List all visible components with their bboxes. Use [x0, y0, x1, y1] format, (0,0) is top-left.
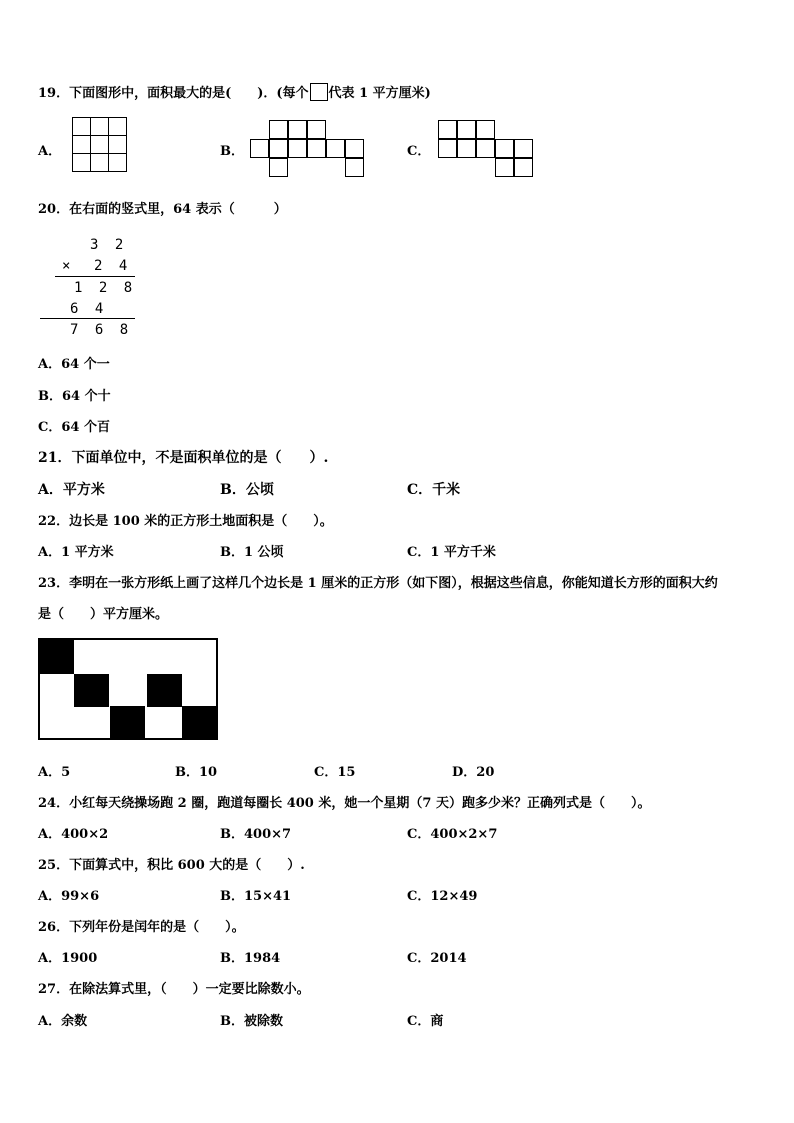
grid-cell: [457, 120, 476, 139]
times-sign: ×: [62, 258, 75, 274]
grid-cell: [90, 153, 109, 172]
grid-cell: [345, 158, 364, 177]
grid-cell: [495, 139, 514, 158]
question-21-text: 21．下面单位中，不是面积单位的是（ ）.: [38, 450, 329, 466]
grid-cell: [326, 139, 345, 158]
grid-cell: [476, 120, 495, 139]
grid-cell: [90, 135, 109, 154]
question-23-line-1: 23．李明在一张方形纸上画了这样几个边长是 1 厘米的正方形（如下图），根据这些信息，你能知道长方形的面积大约: [38, 576, 718, 591]
option-27b: B．被除数: [220, 1014, 283, 1029]
option-20a: A．64 个一: [38, 357, 110, 372]
vertical-row-2: 2 4: [94, 258, 132, 274]
option-23c: C．15: [314, 765, 356, 780]
grid-cell: [307, 120, 326, 139]
option-22a: A．1 平方米: [38, 545, 114, 560]
rectangle-with-squares-figure: [38, 638, 219, 741]
grid-cell: [495, 158, 514, 177]
black-square: [74, 674, 109, 707]
question-23-line-2: 是（ ）平方厘米。: [38, 607, 169, 622]
option-24c: C．400×2×7: [407, 827, 498, 842]
black-square: [182, 706, 217, 739]
option-19c-label: C．: [407, 144, 431, 159]
divider-line: [55, 276, 135, 277]
grid-cell: [438, 139, 457, 158]
option-24b: B．400×7: [220, 827, 292, 842]
grid-cell: [288, 120, 307, 139]
option-20c: C．64 个百: [38, 420, 110, 435]
grid-cell: [269, 120, 288, 139]
grid-cell: [108, 135, 127, 154]
question-20-text: 20．在右面的竖式里，64 表示（ ）: [38, 202, 287, 217]
grid-cell: [514, 139, 533, 158]
option-25b: B．15×41: [220, 889, 292, 904]
option-26b: B．1984: [220, 951, 281, 966]
grid-cell: [72, 117, 91, 136]
question-25-text: 25．下面算式中，积比 600 大的是（ ）.: [38, 858, 305, 873]
option-26c: C．2014: [407, 951, 467, 966]
divider-line: [40, 318, 135, 319]
grid-cell: [307, 139, 326, 158]
option-21c: C．千米: [407, 482, 461, 498]
grid-cell: [457, 139, 476, 158]
grid-cell: [345, 139, 364, 158]
option-19b-label: B．: [220, 144, 244, 159]
grid-cell: [438, 120, 457, 139]
vertical-row-1: 3 2: [90, 237, 128, 253]
grid-cell: [72, 135, 91, 154]
question-19-text-after: 代表 1 平方厘米): [328, 86, 431, 101]
grid-cell: [72, 153, 91, 172]
option-27a: A．余数: [38, 1014, 88, 1029]
question-26-text: 26．下列年份是闰年的是（ ）。: [38, 920, 245, 935]
question-24-text: 24．小红每天绕操场跑 2 圈，跑道每圈长 400 米，她一个星期（7 天）跑多少米？正确列式是（ ）。: [38, 796, 651, 811]
vertical-row-5: 7 6 8: [70, 322, 133, 338]
vertical-row-3: 1 2 8: [74, 280, 137, 296]
question-27-text: 27．在除法算式里，（ ）一定要比除数小。: [38, 982, 310, 997]
option-23a: A．5: [38, 765, 71, 780]
grid-cell: [476, 139, 495, 158]
option-20b: B．64 个十: [38, 389, 111, 404]
option-23d: D．20: [452, 765, 495, 780]
vertical-row-4: 6 4: [70, 301, 108, 317]
grid-cell: [108, 153, 127, 172]
option-27c: C．商: [407, 1014, 444, 1029]
black-square: [147, 674, 182, 707]
black-square: [110, 706, 145, 739]
black-square: [39, 639, 74, 674]
option-22b: B．1 公顷: [220, 545, 284, 560]
option-26a: A．1900: [38, 951, 98, 966]
grid-cell: [514, 158, 533, 177]
grid-cell: [269, 158, 288, 177]
unit-square-icon: [310, 83, 328, 101]
grid-cell: [250, 139, 269, 158]
option-24a: A．400×2: [38, 827, 109, 842]
option-23b: B．10: [175, 765, 218, 780]
grid-cell: [108, 117, 127, 136]
option-21a: A．平方米: [38, 482, 105, 498]
question-22-text: 22．边长是 100 米的正方形土地面积是（ ）。: [38, 514, 333, 529]
question-19-text-before: 19．下面图形中，面积最大的是( )．(每个: [38, 86, 309, 101]
option-25a: A．99×6: [38, 889, 100, 904]
grid-cell: [269, 139, 288, 158]
grid-cell: [288, 139, 307, 158]
question-19: [38, 82, 431, 101]
option-19a-label: A．: [38, 144, 62, 159]
option-21b: B．公顷: [220, 482, 274, 498]
grid-cell: [90, 117, 109, 136]
option-25c: C．12×49: [407, 889, 478, 904]
option-22c: C．1 平方千米: [407, 545, 496, 560]
